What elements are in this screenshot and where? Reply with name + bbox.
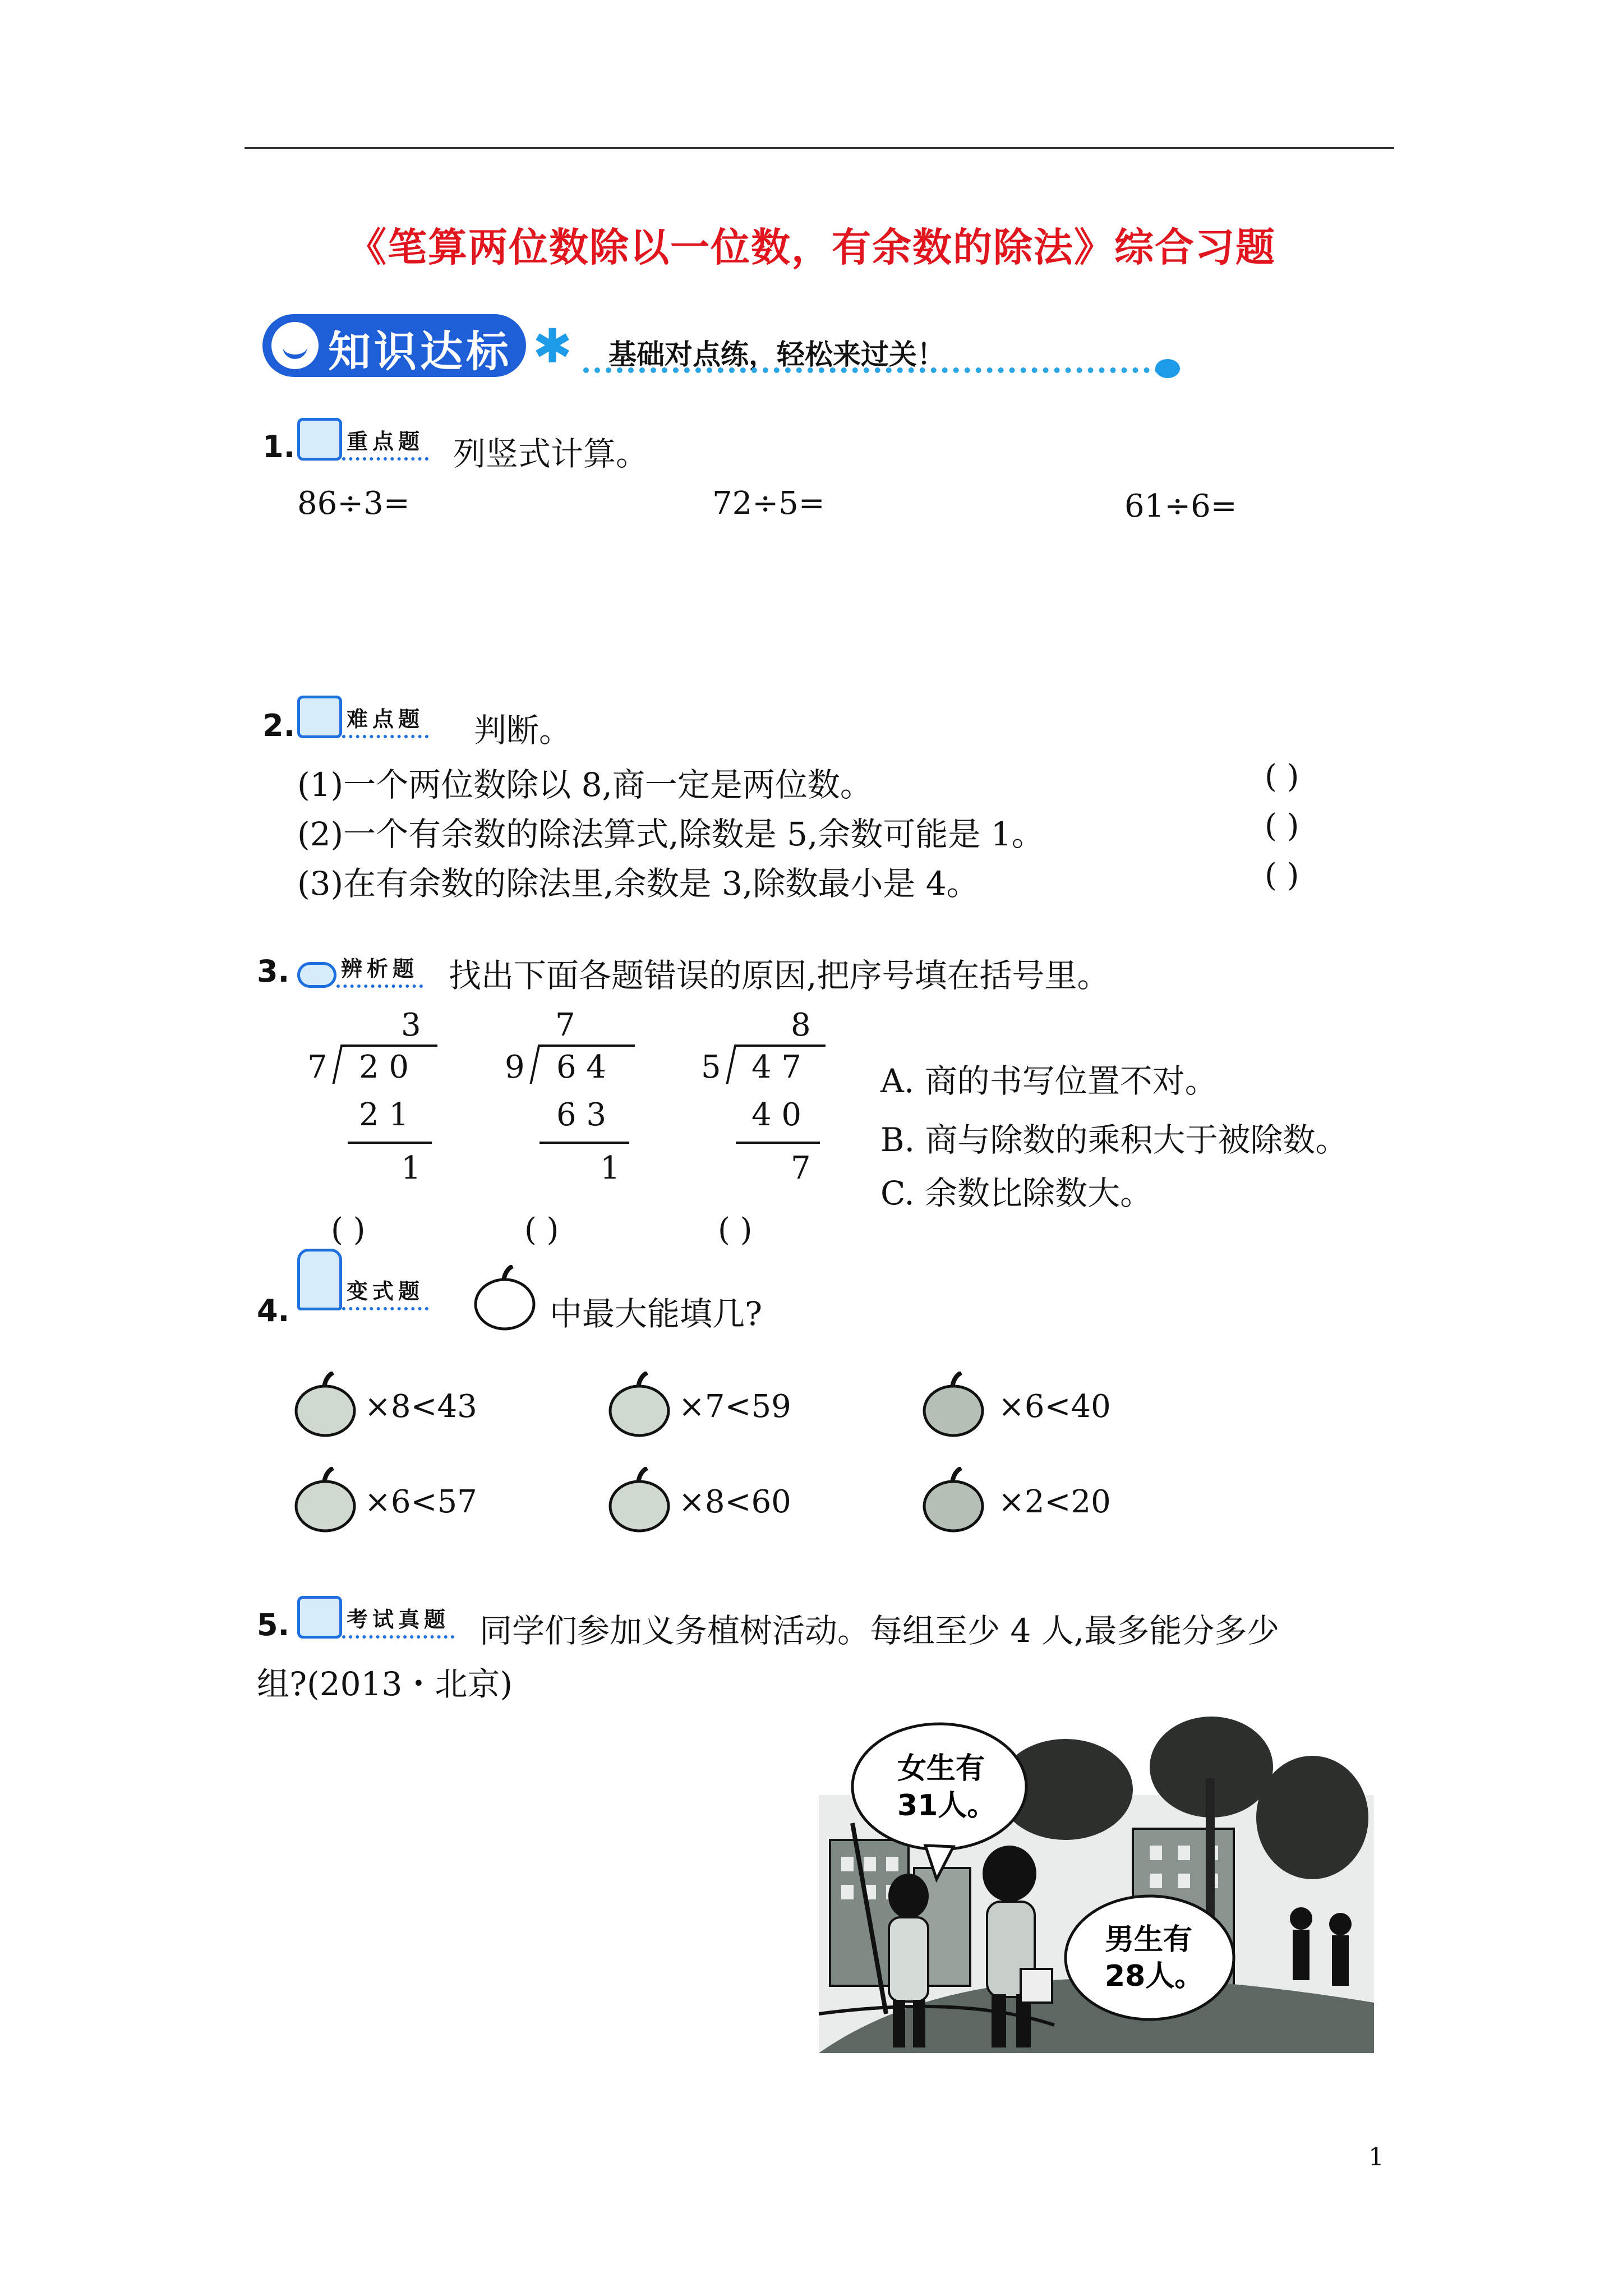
div1-product: 2 1 xyxy=(359,1097,409,1133)
div3-quotient: 8 xyxy=(791,1007,811,1043)
q3-answer-3[interactable]: ( ) xyxy=(718,1212,753,1248)
div3-remainder: 7 xyxy=(791,1150,811,1186)
apple-blank-icon[interactable] xyxy=(606,1467,673,1533)
q2-item-1: (1)一个两位数除以 8,商一定是两位数。 xyxy=(297,766,873,804)
q2-answer-3[interactable]: ( ) xyxy=(1265,857,1299,894)
div2-quotient: 7 xyxy=(555,1007,575,1043)
q4-item-5: ×8<60 xyxy=(679,1484,791,1520)
q5-prompt-line2: 组?(2013・北京) xyxy=(257,1665,513,1703)
div1-bracket xyxy=(333,1045,354,1084)
q5-prompt-line1: 同学们参加义务植树活动。每组至少 4 人,最多能分多少 xyxy=(479,1612,1280,1650)
q3-answer-1[interactable]: ( ) xyxy=(331,1212,366,1248)
banner-subtitle: 基础对点练，轻松来过关！ xyxy=(608,338,945,371)
q5-badge xyxy=(297,1596,454,1639)
apple-blank-icon[interactable] xyxy=(920,1372,987,1438)
q4-item-1: ×8<43 xyxy=(365,1388,477,1425)
div3-divisor: 5 xyxy=(701,1049,721,1085)
clock-icon xyxy=(297,418,342,461)
star-icon: ✱ xyxy=(533,319,573,374)
q1-item-3: 61÷6= xyxy=(1124,488,1237,524)
q4-item-2: ×7<59 xyxy=(679,1388,791,1425)
q4-item-4: ×6<57 xyxy=(365,1484,477,1520)
apple-blank-icon[interactable] xyxy=(292,1372,359,1438)
q1-badge xyxy=(297,418,428,461)
q4-tag: 变式题 xyxy=(342,1274,428,1310)
person-icon xyxy=(297,1249,342,1310)
apple-blank-icon[interactable] xyxy=(292,1467,359,1533)
page-number: 1 xyxy=(1368,2143,1384,2171)
div1-line xyxy=(348,1142,432,1144)
q3-option-a: A. 商的书写位置不对。 xyxy=(880,1062,1218,1100)
q3-option-b: B. 商与除数的乘积大于被除数。 xyxy=(880,1121,1348,1159)
tree-planting-illustration xyxy=(819,1711,1374,2053)
q2-answer-1[interactable]: ( ) xyxy=(1265,758,1299,795)
div1-divisor: 7 xyxy=(307,1049,328,1085)
q5-tag: 考试真题 xyxy=(342,1602,454,1639)
div2-remainder: 1 xyxy=(600,1150,620,1186)
div1-dividend: 2 0 xyxy=(359,1049,409,1085)
div1-quotient: 3 xyxy=(401,1007,421,1043)
q3-number: 3. xyxy=(257,954,290,989)
div2-line xyxy=(540,1142,629,1144)
apple-blank-icon[interactable] xyxy=(606,1372,673,1438)
bubble-boys-line2: 28人。 xyxy=(1105,1959,1204,1993)
bubble-boys-line1: 男生有 xyxy=(1105,1923,1193,1957)
illustration-svg xyxy=(819,1711,1374,2053)
div2-product: 6 3 xyxy=(556,1097,607,1133)
q3-tag: 辨析题 xyxy=(336,951,423,988)
q1-tag: 重点题 xyxy=(342,424,428,461)
q3-option-c: C. 余数比除数大。 xyxy=(880,1174,1153,1212)
div1-remainder: 1 xyxy=(401,1150,421,1186)
q1-item-2: 72÷5= xyxy=(712,485,825,522)
smiley-icon xyxy=(268,319,322,372)
header-rule xyxy=(245,147,1394,149)
q1-number: 1. xyxy=(262,429,296,464)
div2-divisor: 9 xyxy=(505,1049,525,1085)
q2-badge xyxy=(297,696,428,738)
page-title: 《笔算两位数除以一位数，有余数的除法》综合习题 xyxy=(347,224,1276,270)
q1-item-1: 86÷3= xyxy=(297,485,410,522)
bubble-girls-line1: 女生有 xyxy=(897,1752,985,1786)
q4-item-3: ×6<40 xyxy=(998,1388,1111,1425)
drop-icon xyxy=(1155,359,1180,378)
div3-bracket xyxy=(726,1045,748,1084)
apple-icon xyxy=(471,1265,538,1331)
q2-tag: 难点题 xyxy=(342,702,428,738)
q2-item-3: (3)在有余数的除法里,余数是 3,除数最小是 4。 xyxy=(297,864,979,903)
banner-label: 知识达标 xyxy=(328,326,512,376)
bubble-girls-line2: 31人。 xyxy=(897,1789,997,1823)
dotted-line xyxy=(583,367,1161,373)
glasses-icon xyxy=(297,962,336,988)
q2-answer-2[interactable]: ( ) xyxy=(1265,808,1299,844)
div3-vinculum xyxy=(736,1045,826,1047)
q3-answer-2[interactable]: ( ) xyxy=(524,1212,559,1248)
apple-blank-icon[interactable] xyxy=(920,1467,987,1533)
div2-bracket xyxy=(530,1045,552,1084)
q2-item-2: (2)一个有余数的除法算式,除数是 5,余数可能是 1。 xyxy=(297,815,1044,853)
div3-dividend: 4 7 xyxy=(751,1049,802,1085)
div2-dividend: 6 4 xyxy=(556,1049,607,1085)
q4-prompt: 中最大能填几? xyxy=(550,1295,763,1333)
div3-product: 4 0 xyxy=(751,1097,802,1133)
q2-prompt: 判断。 xyxy=(474,711,572,749)
q3-prompt: 找出下面各题错误的原因,把序号填在括号里。 xyxy=(449,956,1110,995)
q1-prompt: 列竖式计算。 xyxy=(453,435,649,473)
div1-vinculum xyxy=(342,1045,437,1047)
q4-number: 4. xyxy=(257,1293,290,1328)
face-icon xyxy=(297,696,342,738)
div3-line xyxy=(736,1142,820,1144)
book-icon xyxy=(297,1596,342,1639)
q4-item-6: ×2<20 xyxy=(998,1484,1111,1520)
q5-number: 5. xyxy=(257,1607,290,1642)
q4-badge xyxy=(297,1268,428,1310)
q3-badge xyxy=(297,945,423,988)
div2-vinculum xyxy=(540,1045,635,1047)
q2-number: 2. xyxy=(262,708,296,743)
